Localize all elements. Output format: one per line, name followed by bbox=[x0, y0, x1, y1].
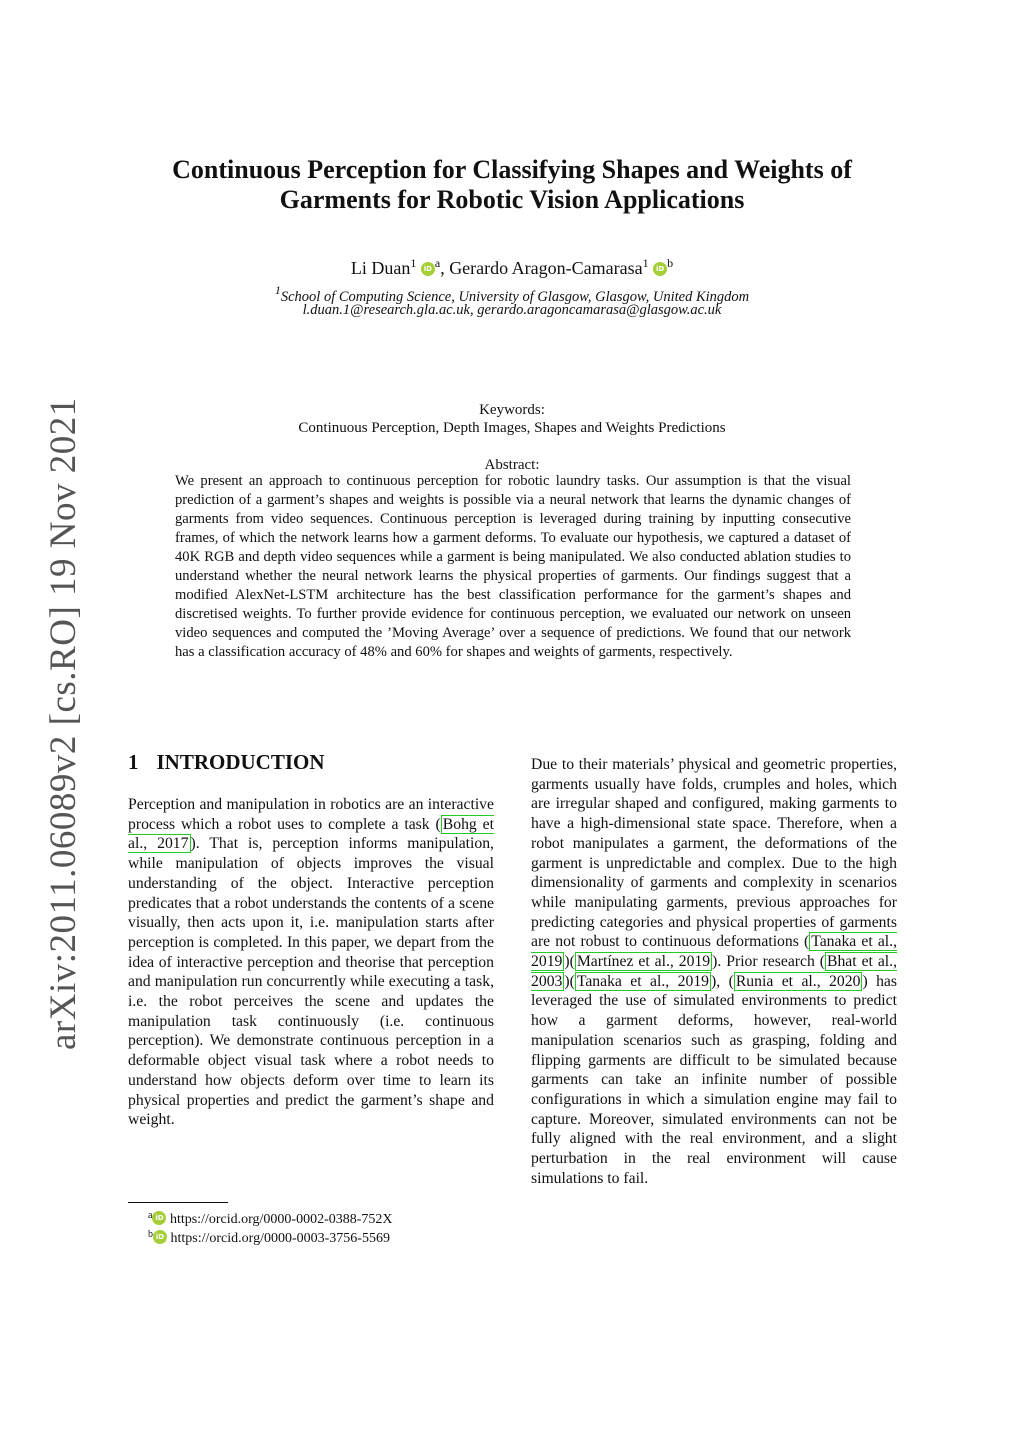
author-separator: , bbox=[440, 258, 450, 278]
title-line-1: Continuous Perception for Classifying Shapes and Weights of bbox=[172, 155, 852, 184]
affiliation-number: 1 bbox=[642, 256, 649, 270]
orcid-icon[interactable]: iD bbox=[653, 262, 667, 276]
citation-link[interactable]: Bhat et al., 2003 bbox=[531, 953, 898, 990]
right-column bbox=[531, 755, 897, 1188]
intro-paragraph-2 bbox=[531, 755, 897, 1188]
orcid-url-link[interactable]: https://orcid.org/0000-0002-0388-752X bbox=[169, 1212, 393, 1227]
paragraph-text: ). Prior research ( bbox=[712, 953, 825, 971]
title-line-2: Garments for Robotic Vision Applications bbox=[279, 185, 745, 214]
paragraph-text: ). That is, perception informs manipulation, while manipulation of objects improves the visual understanding of the object. Interactive perception predicates that a robot understands the contents of a scene visually, then acts upon it, i.e. manipulation starts after perception is completed. In this paper, we depart from the idea of interactive perception and theorise that perception and manipulation run concurrently while executing a task, i.e. the robot perceives the scene and updates the manipulation task continuously (i.e. continuous perception). We demonstrate continuous perception in a deformable object visual task where a robot needs to understand how objects deform over time to learn its physical properties and predict the garment’s shape and weight. bbox=[128, 835, 494, 1129]
arxiv-identifier-stamp: arXiv:2011.06089v2 [cs.RO] 19 Nov 2021 bbox=[43, 397, 84, 1050]
orcid-footnote-mark: b bbox=[667, 256, 674, 270]
abstract-text: We present an approach to continuous perception for robotic laundry tasks. Our assumption is that the visual prediction of a garment’s shapes and weights is possible via a neural network that learns the dynamic changes of garments from video sequences. Continuous perception is leveraged during training by inputting consecutive frames, of which the network learns how a garment deforms. To evaluate our hypothesis, we captured a dataset of 40K RGB and depth video sequences while a garment is being manipulated. We also conducted ablation studies to understand whether the neural network learns the physical properties of garments. Our findings suggest that a modified AlexNet-LSTM architecture has the best classification performance for the garment’s shapes and discretised weights. To further provide evidence for continuous perception, we evaluated our network on unseen video sequences and computed the ’Moving Average’ over a sequence of predictions. We found that our network has a classification accuracy of 48% and 60% for shapes and weights of garments, respectively. bbox=[175, 473, 851, 660]
keywords-text: Continuous Perception, Depth Images, Shapes and Weights Predictions bbox=[298, 420, 726, 436]
author-list bbox=[120, 256, 904, 279]
paragraph-text: )( bbox=[564, 972, 575, 990]
orcid-icon: iD bbox=[152, 1211, 166, 1225]
author-name: Li Duan bbox=[350, 258, 411, 278]
orcid-icon: iD bbox=[153, 1230, 167, 1244]
footnote-mark: b bbox=[148, 1229, 153, 1240]
section-number: 1 bbox=[128, 750, 139, 774]
paper-title bbox=[120, 155, 904, 215]
citation-link[interactable]: Bohg et al., 2017 bbox=[128, 815, 494, 853]
footnote-mark: a bbox=[148, 1210, 153, 1221]
affiliation-number: 1 bbox=[274, 283, 281, 297]
footnote-divider bbox=[128, 1202, 228, 1203]
affiliation-text: School of Computing Science, University of Glasgow, Glasgow, United Kingdom bbox=[280, 289, 750, 305]
paragraph-text: ), ( bbox=[711, 972, 734, 990]
footnote-b bbox=[148, 1226, 508, 1248]
citation-link[interactable]: Martínez et al., 2019 bbox=[576, 953, 711, 971]
orcid-url-link[interactable]: https://orcid.org/0000-0003-3756-5569 bbox=[170, 1231, 390, 1246]
citation-link[interactable]: Runia et al., 2020 bbox=[735, 972, 861, 990]
left-column bbox=[128, 795, 494, 1130]
paragraph-text: Due to their materials’ physical and geometric properties, garments usually have folds, crumples and holes, which are irregular shaped and configured, making garments to have a high-dimensional state space. Therefore, when a robot manipulates a garment, the deformations of the garment is unpredictable and complex. Due to the high dimensionality of garments and complexity in scenarios while manipulating garments, previous approaches for predicting categories and physical properties of garments are not robust to continuous deformations ( bbox=[531, 756, 897, 951]
affiliation-number: 1 bbox=[410, 256, 417, 270]
section-heading bbox=[128, 750, 325, 775]
abstract-label: Abstract: bbox=[484, 457, 540, 473]
orcid-footnote-mark: a bbox=[434, 256, 441, 270]
citation-link[interactable]: Tanaka et al., 2019 bbox=[531, 933, 897, 971]
author-name: Gerardo Aragon-Camarasa bbox=[449, 258, 643, 278]
author-emails: l.duan.1@research.gla.ac.uk, gerardo.aragoncamarasa@glasgow.ac.uk bbox=[302, 302, 722, 318]
paragraph-text: ) has leveraged the use of simulated environments to predict how a garment deforms, however, real-world manipulation scenarios such as grasping, folding and flipping garments are difficult to be simulated because garments can take an infinite number of possible configurations in which a simulation engine may fail to capture. Moreover, simulated environments can not be fully aligned with the real environment, and a slight perturbation in the real environment will cause simulations to fail. bbox=[531, 972, 897, 1187]
paragraph-text: Perception and manipulation in robotics are an interactive process which a robot uses to complete a task ( bbox=[128, 796, 494, 833]
intro-paragraph-1 bbox=[128, 795, 494, 1130]
orcid-icon[interactable]: iD bbox=[421, 262, 435, 276]
keywords-label: Keywords: bbox=[479, 402, 545, 418]
section-title: INTRODUCTION bbox=[156, 750, 325, 774]
citation-link[interactable]: Tanaka et al., 2019 bbox=[576, 972, 710, 990]
paragraph-text: )( bbox=[564, 953, 575, 971]
